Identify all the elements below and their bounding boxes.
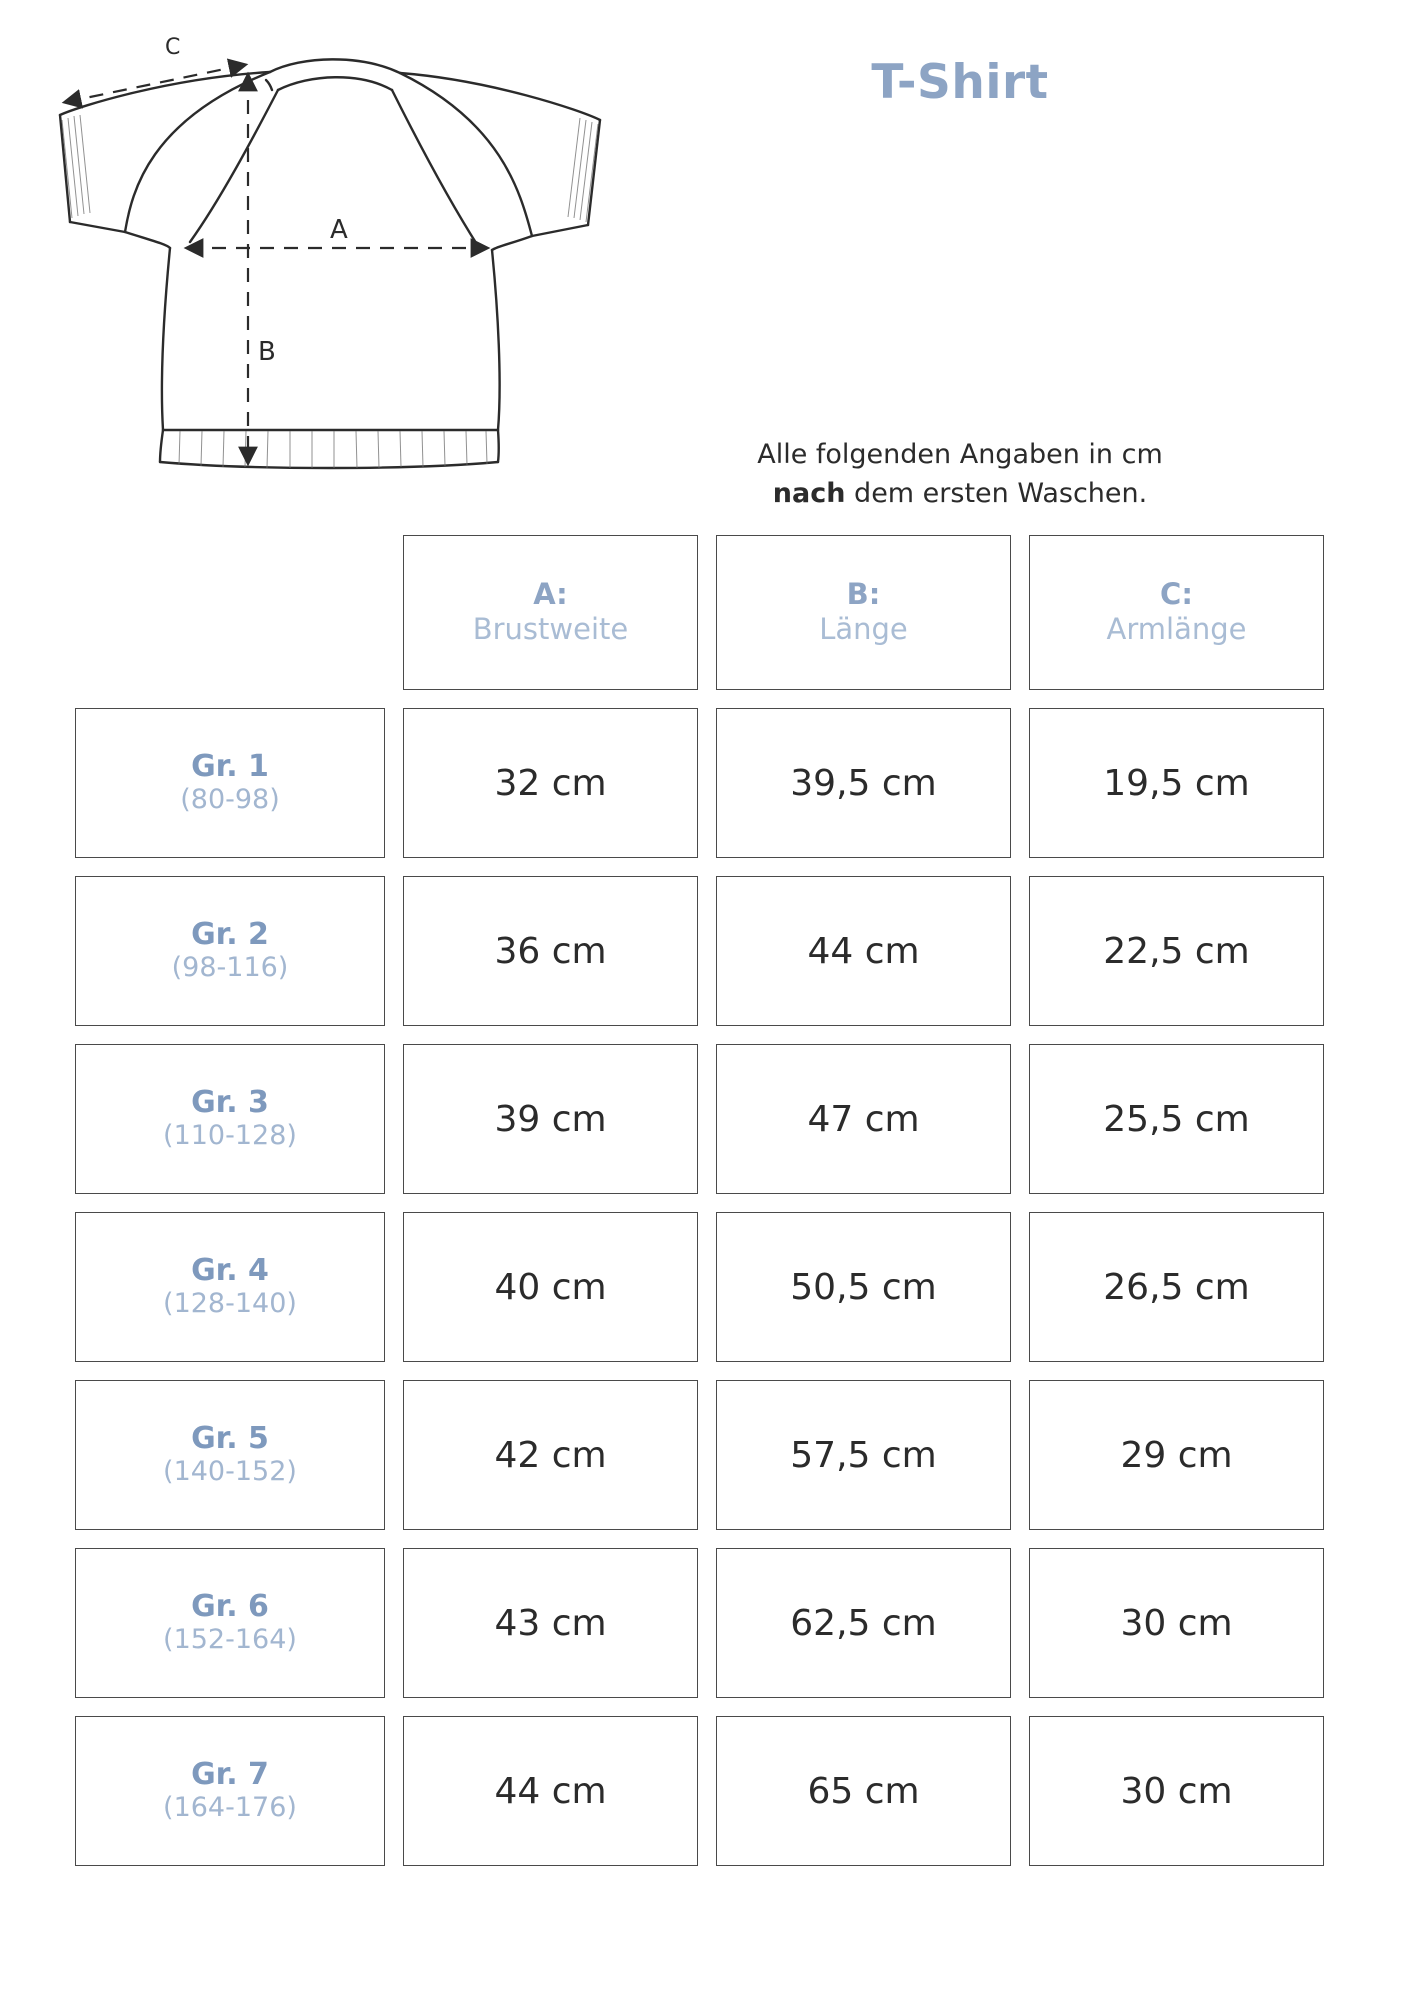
header-letter-a: A: bbox=[533, 577, 568, 612]
value-sleeve bbox=[1029, 708, 1324, 858]
table-row bbox=[75, 1716, 1340, 1866]
size-cell bbox=[75, 1380, 385, 1530]
table-row bbox=[75, 876, 1340, 1026]
svg-text:B: B bbox=[258, 337, 276, 367]
size-label: Gr. 6 bbox=[191, 1588, 269, 1624]
header-cell-a bbox=[403, 535, 698, 690]
value-text: 29 cm bbox=[1120, 1434, 1233, 1476]
size-label: Gr. 4 bbox=[191, 1252, 269, 1288]
table-row bbox=[75, 1212, 1340, 1362]
value-text: 40 cm bbox=[494, 1266, 607, 1308]
value-text: 26,5 cm bbox=[1103, 1266, 1250, 1308]
table-row bbox=[75, 1044, 1340, 1194]
value-text: 22,5 cm bbox=[1103, 930, 1250, 972]
value-chest bbox=[403, 1044, 698, 1194]
value-sleeve bbox=[1029, 876, 1324, 1026]
table-row bbox=[75, 1380, 1340, 1530]
value-length bbox=[716, 1548, 1011, 1698]
table-header-row bbox=[75, 535, 1340, 690]
table-row bbox=[75, 1548, 1340, 1698]
value-text: 19,5 cm bbox=[1103, 762, 1250, 804]
header-letter-c: C: bbox=[1160, 577, 1193, 612]
value-text: 30 cm bbox=[1120, 1602, 1233, 1644]
size-cell bbox=[75, 1044, 385, 1194]
size-range: (128-140) bbox=[163, 1288, 297, 1320]
value-text: 39,5 cm bbox=[790, 762, 937, 804]
page-title: T-Shirt bbox=[871, 55, 1049, 110]
note-emphasis: nach bbox=[772, 478, 846, 510]
value-chest bbox=[403, 1716, 698, 1866]
value-text: 62,5 cm bbox=[790, 1602, 937, 1644]
value-text: 43 cm bbox=[494, 1602, 607, 1644]
tshirt-diagram bbox=[20, 10, 640, 530]
value-text: 30 cm bbox=[1120, 1770, 1233, 1812]
size-range: (152-164) bbox=[163, 1624, 297, 1656]
svg-text:A: A bbox=[330, 215, 348, 245]
header-spacer bbox=[75, 535, 385, 685]
size-table bbox=[75, 535, 1340, 1884]
header-name-b: Länge bbox=[819, 611, 908, 646]
note-line-1: Alle folgenden Angaben in cm bbox=[757, 439, 1163, 470]
value-length bbox=[716, 1212, 1011, 1362]
size-range: (98-116) bbox=[171, 952, 289, 984]
note-line-2 bbox=[640, 474, 1280, 513]
size-cell bbox=[75, 876, 385, 1026]
size-label: Gr. 3 bbox=[191, 1084, 269, 1120]
size-cell bbox=[75, 1212, 385, 1362]
value-length bbox=[716, 1716, 1011, 1866]
value-sleeve bbox=[1029, 1716, 1324, 1866]
value-chest bbox=[403, 1212, 698, 1362]
value-length bbox=[716, 876, 1011, 1026]
value-length bbox=[716, 708, 1011, 858]
value-chest bbox=[403, 1548, 698, 1698]
header-cell-c bbox=[1029, 535, 1324, 690]
value-text: 44 cm bbox=[494, 1770, 607, 1812]
size-range: (110-128) bbox=[163, 1120, 297, 1152]
svg-text:C: C bbox=[165, 35, 181, 60]
size-cell bbox=[75, 1716, 385, 1866]
size-label: Gr. 2 bbox=[191, 916, 269, 952]
value-text: 57,5 cm bbox=[790, 1434, 937, 1476]
value-length bbox=[716, 1044, 1011, 1194]
size-label: Gr. 5 bbox=[191, 1420, 269, 1456]
value-text: 36 cm bbox=[494, 930, 607, 972]
value-text: 42 cm bbox=[494, 1434, 607, 1476]
value-text: 32 cm bbox=[494, 762, 607, 804]
size-label: Gr. 7 bbox=[191, 1756, 269, 1792]
size-label: Gr. 1 bbox=[191, 748, 269, 784]
size-range: (140-152) bbox=[163, 1456, 297, 1488]
header-letter-b: B: bbox=[846, 577, 881, 612]
value-sleeve bbox=[1029, 1212, 1324, 1362]
size-range: (80-98) bbox=[180, 784, 280, 816]
value-text: 50,5 cm bbox=[790, 1266, 937, 1308]
value-length bbox=[716, 1380, 1011, 1530]
value-text: 44 cm bbox=[807, 930, 920, 972]
measurement-note bbox=[640, 435, 1280, 513]
header-name-a: Brustweite bbox=[472, 611, 629, 646]
value-chest bbox=[403, 876, 698, 1026]
value-text: 39 cm bbox=[494, 1098, 607, 1140]
size-range: (164-176) bbox=[163, 1792, 297, 1824]
size-cell bbox=[75, 708, 385, 858]
note-rest: dem ersten Waschen. bbox=[845, 478, 1148, 510]
value-chest bbox=[403, 1380, 698, 1530]
value-sleeve bbox=[1029, 1044, 1324, 1194]
table-row bbox=[75, 708, 1340, 858]
value-text: 25,5 cm bbox=[1103, 1098, 1250, 1140]
value-sleeve bbox=[1029, 1548, 1324, 1698]
value-sleeve bbox=[1029, 1380, 1324, 1530]
size-cell bbox=[75, 1548, 385, 1698]
header-cell-b bbox=[716, 535, 1011, 690]
value-text: 65 cm bbox=[807, 1770, 920, 1812]
value-text: 47 cm bbox=[807, 1098, 920, 1140]
header-name-c: Armlänge bbox=[1106, 611, 1247, 646]
value-chest bbox=[403, 708, 698, 858]
